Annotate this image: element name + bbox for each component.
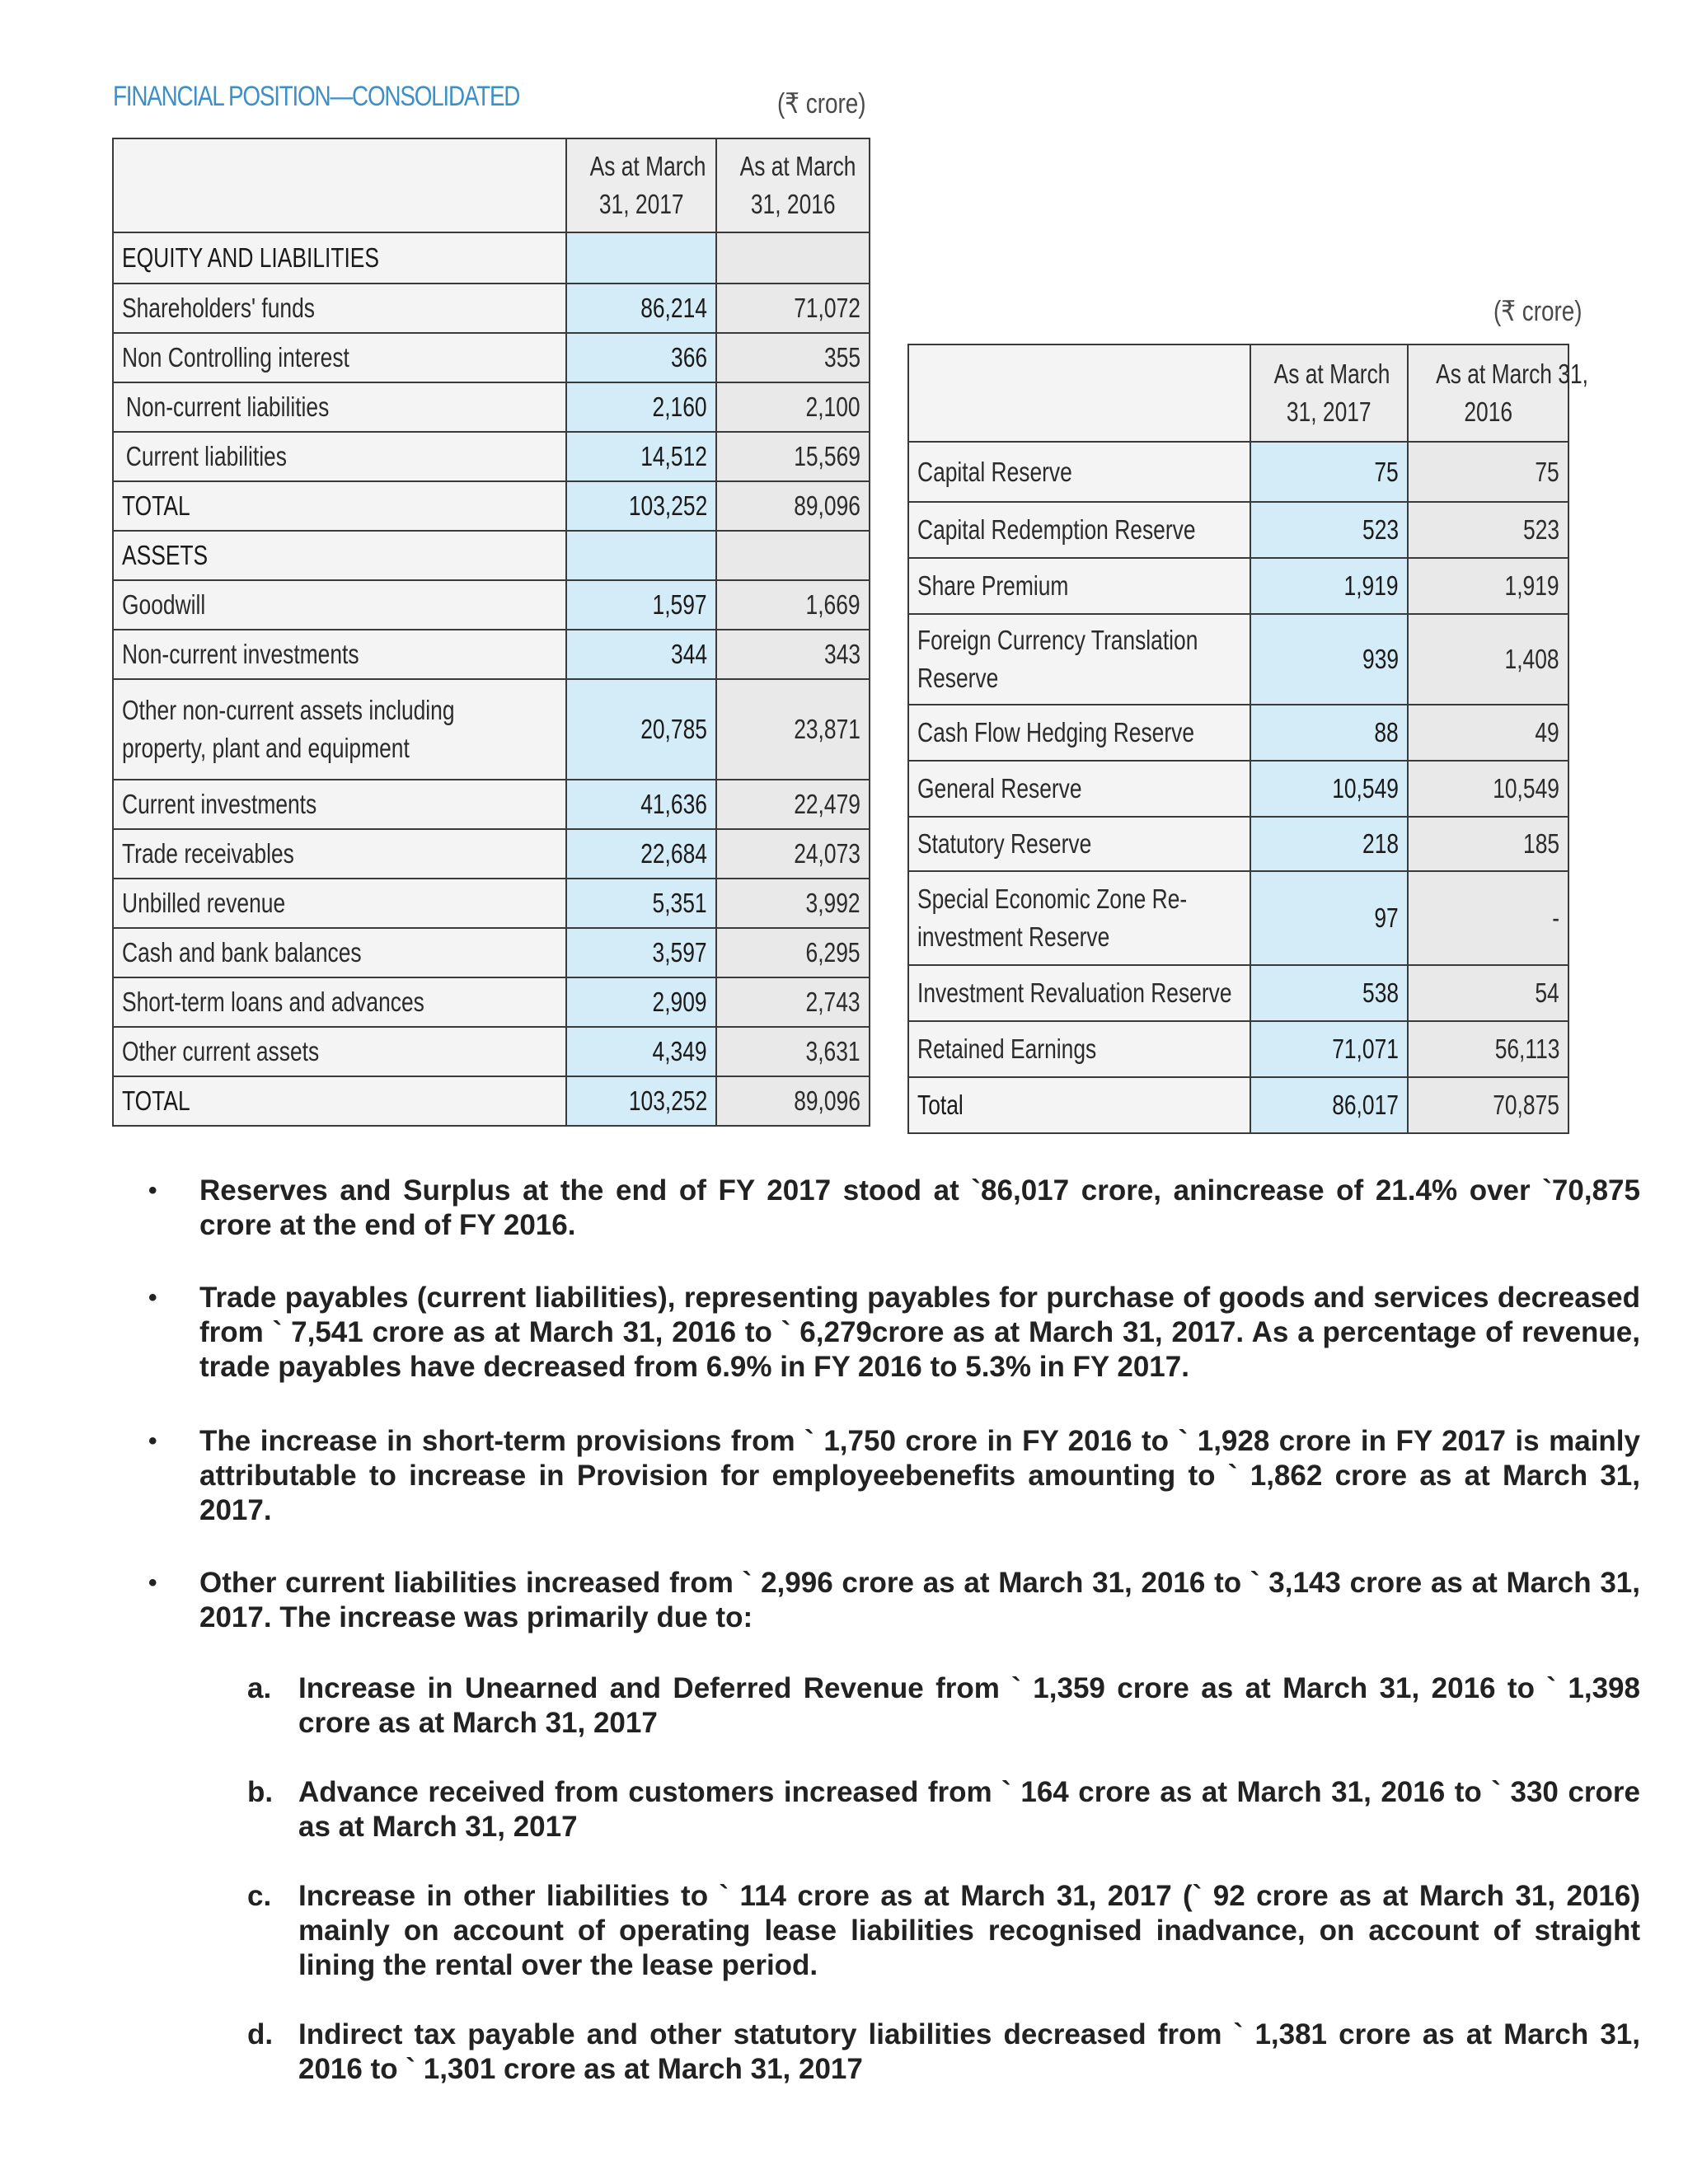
bullet-dot: • [148,1177,157,1204]
unit-label-right: (₹ crore) [1493,296,1582,327]
sub-item [148,1671,1640,1741]
bullet-item [148,1281,1640,1385]
table-row: Current liabilities 14,512 15,569 [113,432,870,481]
table-row: Capital Reserve 75 75 [908,442,1568,502]
section-heading-row [113,531,870,580]
bullet-item [148,1566,1640,1635]
table-row: Shareholders' funds 86,214 71,072 [113,284,870,333]
table-row: Special Economic Zone Re- investment Reserve 97 - [908,871,1568,965]
sub-item [148,1775,1640,1844]
bullet-text: The increase in short-term provisions from ` 1,750 crore in FY 2016 to ` 1,928 crore in FY 2017 is mainly attributable to increase in Provision for employeebenefits amounting to ` 1,862 crore as at March 31, 2017. [199,1425,1640,1526]
sub-item-text: Increase in Unearned and Deferred Revenue from ` 1,359 crore as at March 31, 2016 to ` 1,398 crore as at March 31, 2017 [298,1672,1640,1739]
table-row: Unbilled revenue 5,351 3,992 [113,879,870,928]
bullet-text: Reserves and Surplus at the end of FY 2017 stood at `86,017 crore, anincrease of 21.4% over `70,875 crore at the end of FY 2016. [199,1174,1640,1241]
table-row: Other current assets 4,349 3,631 [113,1027,870,1076]
bullet-item [148,1424,1640,1528]
table-row: Foreign Currency Translation Reserve 939 1,408 [908,614,1568,705]
bullet-dot: • [148,1569,157,1596]
table-row: General Reserve 10,549 10,549 [908,761,1568,817]
bullet-text: Trade payables (current liabilities), representing payables for purchase of goods and services decreased from ` 7,541 crore as at March 31, 2016 to ` 6,279crore as at March 31, 2017. As a percentage of revenue, trade payables have decreased from 6.9% in FY 2016 to 5.3% in FY 2017. [199,1282,1640,1383]
header-blank-cell [113,138,566,232]
table-row: Current investments 41,636 22,479 [113,780,870,829]
financial-position-table [112,138,870,1127]
sub-item-text: Advance received from customers increased from ` 164 crore as at March 31, 2016 to ` 330 crore as at March 31, 2017 [298,1776,1640,1843]
table-row: Cash Flow Hedging Reserve 88 49 [908,705,1568,761]
table-row: Capital Redemption Reserve 523 523 [908,502,1568,558]
sub-item-text: Indirect tax payable and other statutory liabilities decreased from ` 1,381 crore as at March 31, 2016 to ` 1,301 crore as at March 31, 2017 [298,2018,1640,2085]
table-row: Non-current liabilities 2,160 2,100 [113,382,870,432]
header-col-2017: As at March 31, 2017 [1250,344,1408,442]
section-heading-row [113,232,870,284]
sub-item-letter: d. [247,2018,274,2050]
table-row: Share Premium 1,919 1,919 [908,558,1568,614]
header-col-2016: As at March 31, 2016 [1408,344,1568,442]
table-row: Other non-current assets including property, plant and equipment 20,785 23,871 [113,679,870,780]
table-header-row [908,344,1568,442]
bullet-text: Other current liabilities increased from ` 2,996 crore as at March 31, 2016 to ` 3,143 crore as at March 31, 2017. The increase was primarily due to: [199,1567,1640,1633]
sub-item [148,1879,1640,1983]
table-row-total: Total 86,017 70,875 [908,1077,1568,1133]
table-row-total: TOTAL 103,252 89,096 [113,481,870,531]
sub-item-letter: c. [247,1880,272,1912]
sub-item [148,2018,1640,2087]
assets-heading: ASSETS [113,531,566,580]
table-row: Cash and bank balances 3,597 6,295 [113,928,870,977]
commentary-section [148,1174,1640,2087]
table-row: Goodwill 1,597 1,669 [113,580,870,630]
table-row: Trade receivables 22,684 24,073 [113,829,870,879]
header-col-2017: As at March 31, 2017 [566,138,716,232]
table-row: Non-current investments 344 343 [113,630,870,679]
header-col-2016: As at March 31, 2016 [716,138,870,232]
header-blank-cell [908,344,1250,442]
table-row: Non Controlling interest 366 355 [113,333,870,382]
bullet-dot: • [148,1284,157,1311]
reserves-surplus-table [907,344,1588,1134]
sub-item-letter: a. [247,1672,272,1704]
page-title: FINANCIAL POSITION—CONSOLIDATED [113,81,520,112]
equity-heading: EQUITY AND LIABILITIES [113,232,566,284]
table-row: Retained Earnings 71,071 56,113 [908,1021,1568,1077]
table-row: Investment Revaluation Reserve 538 54 [908,965,1568,1021]
bullet-dot: • [148,1427,157,1455]
table-header-row [113,138,870,232]
sub-item-text: Increase in other liabilities to ` 114 crore as at March 31, 2017 (` 92 crore as at March 31, 2016) mainly on account of operating lease liabilities recognised inadvance, on account of straight lining the rental over the lease period. [298,1880,1640,1981]
table-row: Short-term loans and advances 2,909 2,743 [113,977,870,1027]
bullet-item [148,1174,1640,1243]
unit-label-left: (₹ crore) [777,88,866,120]
table-row: Statutory Reserve 218 185 [908,817,1568,871]
sub-item-letter: b. [247,1776,274,1808]
table-row-total: TOTAL 103,252 89,096 [113,1076,870,1126]
